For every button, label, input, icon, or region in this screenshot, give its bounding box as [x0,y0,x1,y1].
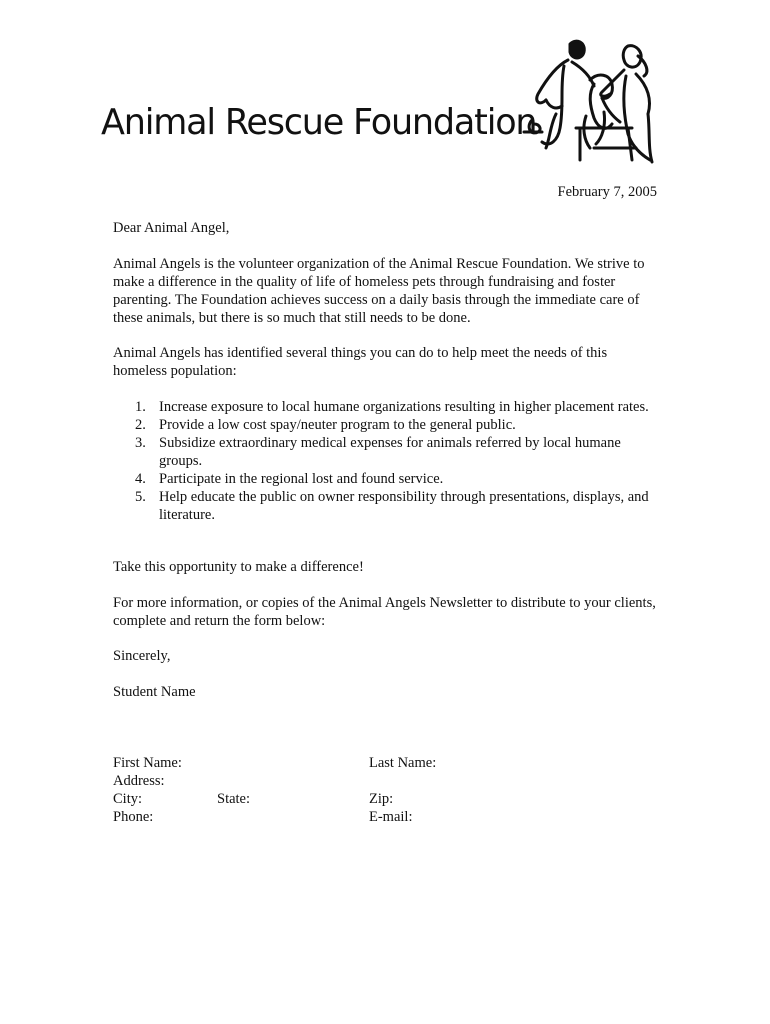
list-item-number: 2. [135,417,146,433]
list-item-text: Help educate the public on owner responsibility through presentations, displays, and literature. [159,489,649,523]
call-to-action: Take this opportunity to make a difference! [113,559,364,575]
first-name-label: First Name: [113,755,182,771]
list-item-text: Increase exposure to local humane organizations resulting in higher placement rates. [159,399,649,415]
last-name-label: Last Name: [369,755,437,771]
phone-label: Phone: [113,809,154,825]
list-item-number: 1. [135,399,146,415]
email-label: E-mail: [369,809,413,825]
list-item-text: Provide a low cost spay/neuter program to the general public. [159,417,516,433]
more-info-paragraph: For more information, or copies of the Animal Angels Newsletter to distribute to your clients, complete and return the form below: [113,595,656,629]
city-label: City: [113,791,143,807]
list-item [113,416,658,434]
list-item-number: 3. [135,435,146,451]
needs-paragraph: Animal Angels has identified several things you can do to help meet the needs of this homeless population: [113,345,608,379]
address-label: Address: [113,773,165,789]
needs-list [113,398,658,524]
list-item [113,488,658,524]
list-item-text: Participate in the regional lost and found service. [159,471,444,487]
people-with-dog-icon [520,36,658,164]
zip-label: Zip: [369,791,394,807]
signature: Student Name [113,684,196,700]
closing: Sincerely, [113,648,171,664]
list-item [113,470,658,488]
salutation: Dear Animal Angel, [113,220,230,236]
letter-date: February 7, 2005 [557,184,657,200]
letterhead-title: Animal Rescue Foundation [101,102,537,144]
list-item-number: 4. [135,471,146,487]
list-item-number: 5. [135,489,146,505]
list-item [113,434,658,470]
state-label: State: [217,791,251,807]
list-item-text: Subsidize extraordinary medical expenses for animals referred by local humane groups. [159,435,621,469]
list-item [113,398,658,416]
intro-paragraph: Animal Angels is the volunteer organization of the Animal Rescue Foundation. We strive to make a difference in the quality of life of homeless pets through fundraising and foster parenting. The Foundation achieves success on a daily basis through the immediate care of these animals, but there is so much that still needs to be done. [113,256,645,326]
